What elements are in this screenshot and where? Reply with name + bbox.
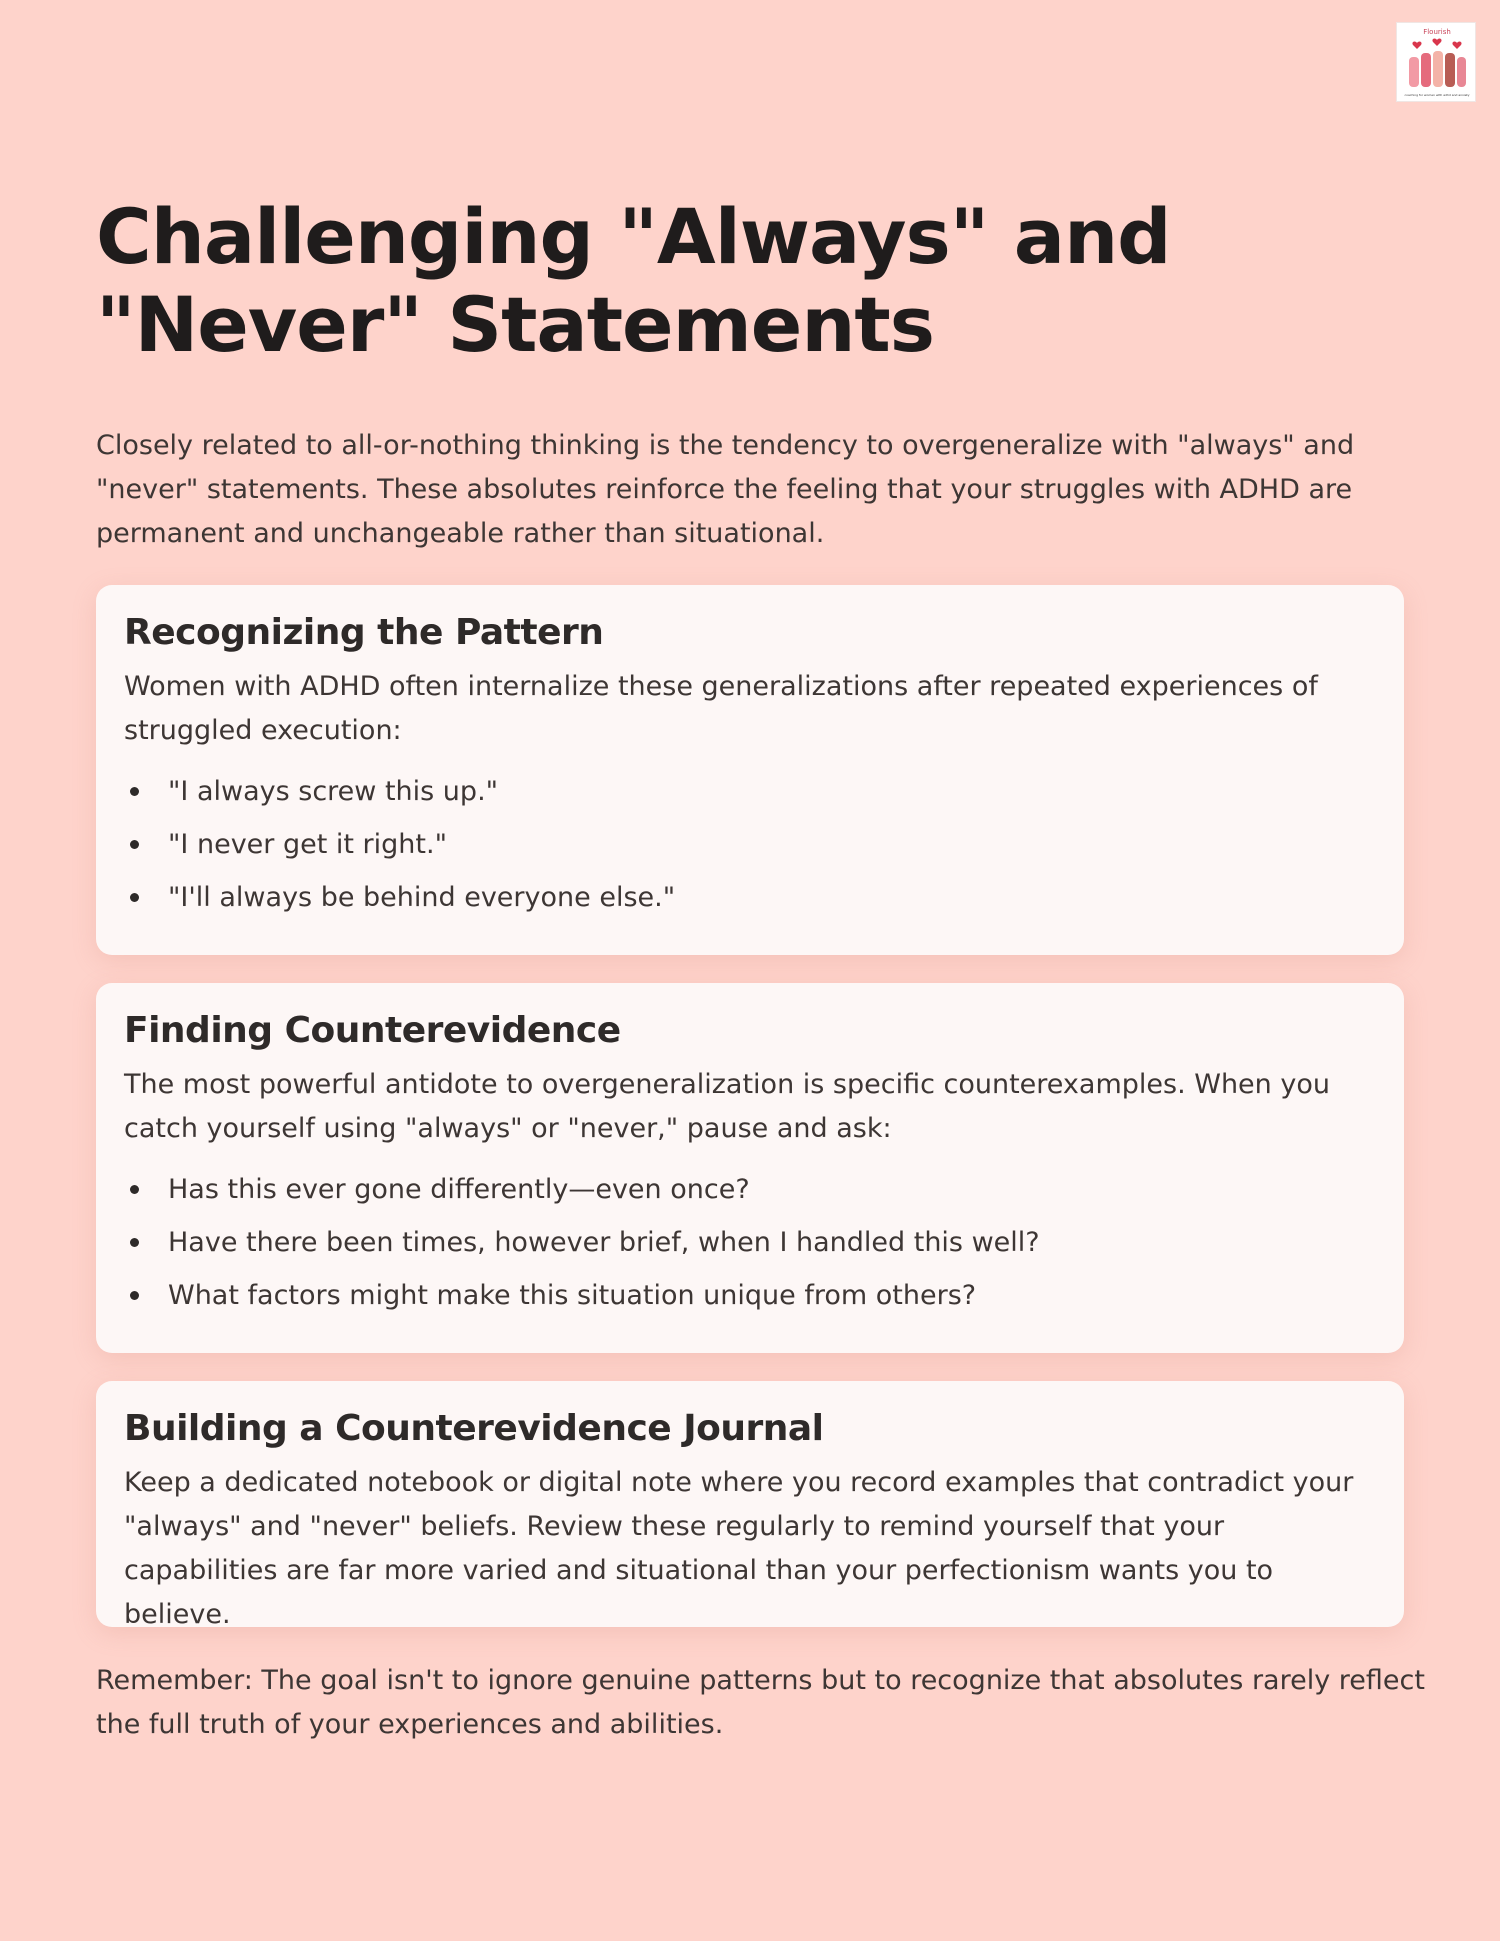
list-item <box>124 765 1376 818</box>
bullet-icon <box>130 787 139 796</box>
bullet-list <box>124 1163 1376 1322</box>
list-item <box>124 1163 1376 1216</box>
intro-paragraph: Closely related to all-or-nothing thinking is the tendency to overgeneralize with "always" and "never" statements. These absolutes reinforce the feeling that your struggles with ADHD are permanent and unchangeable rather than situational. <box>96 430 1355 549</box>
list-item <box>124 818 1376 871</box>
section-heading: Finding Counterevidence <box>124 1010 621 1051</box>
section-body: The most powerful antidote to overgeneralization is specific counterexamples. When you catch yourself using "always" or "never," pause and ask: <box>124 1069 1330 1144</box>
section-card-finding-counterevidence <box>96 983 1404 1353</box>
bullet-list <box>124 765 1376 924</box>
section-heading: Building a Counterevidence Journal <box>124 1408 824 1449</box>
section-card-recognizing-pattern <box>96 585 1404 955</box>
bullet-icon <box>130 1185 139 1194</box>
list-item-text: Have there been times, however brief, when I handled this well? <box>168 1227 1040 1258</box>
list-item <box>124 1216 1376 1269</box>
section-body: Keep a dedicated notebook or digital note where you record examples that contradict your "always" and "never" beliefs. Review these regularly to remind yourself that your capabilities are far more varied and situational than your perfectionism wants you to believe. <box>124 1467 1354 1630</box>
list-item-text: "I'll always be behind everyone else." <box>168 882 676 913</box>
list-item-text: What factors might make this situation unique from others? <box>168 1280 977 1311</box>
section-card-counterevidence-journal <box>96 1381 1404 1630</box>
bullet-icon <box>130 840 139 849</box>
bullet-icon <box>130 893 139 902</box>
list-item-text: "I never get it right." <box>168 829 447 860</box>
list-item <box>124 1269 1376 1322</box>
list-item-text: "I always screw this up." <box>168 776 499 807</box>
raised-hands-logo-icon <box>1397 23 1477 103</box>
list-item <box>124 871 1376 924</box>
bullet-icon <box>130 1238 139 1247</box>
logo-name: Flourish <box>1423 28 1451 36</box>
logo-tagline: coaching for women with adhd and anxiety <box>1404 93 1470 97</box>
bullet-icon <box>130 1291 139 1300</box>
page-title: Challenging "Always" and "Never" Statements <box>96 192 1171 369</box>
section-body: Women with ADHD often internalize these generalizations after repeated experiences of struggled execution: <box>124 671 1318 746</box>
section-heading: Recognizing the Pattern <box>124 612 604 653</box>
flourish-logo <box>1396 22 1476 102</box>
remember-paragraph: Remember: The goal isn't to ignore genuine patterns but to recognize that absolutes rarely reflect the full truth of your experiences and abilities. <box>96 1665 1425 1740</box>
list-item-text: Has this ever gone differently—even once? <box>168 1174 750 1205</box>
